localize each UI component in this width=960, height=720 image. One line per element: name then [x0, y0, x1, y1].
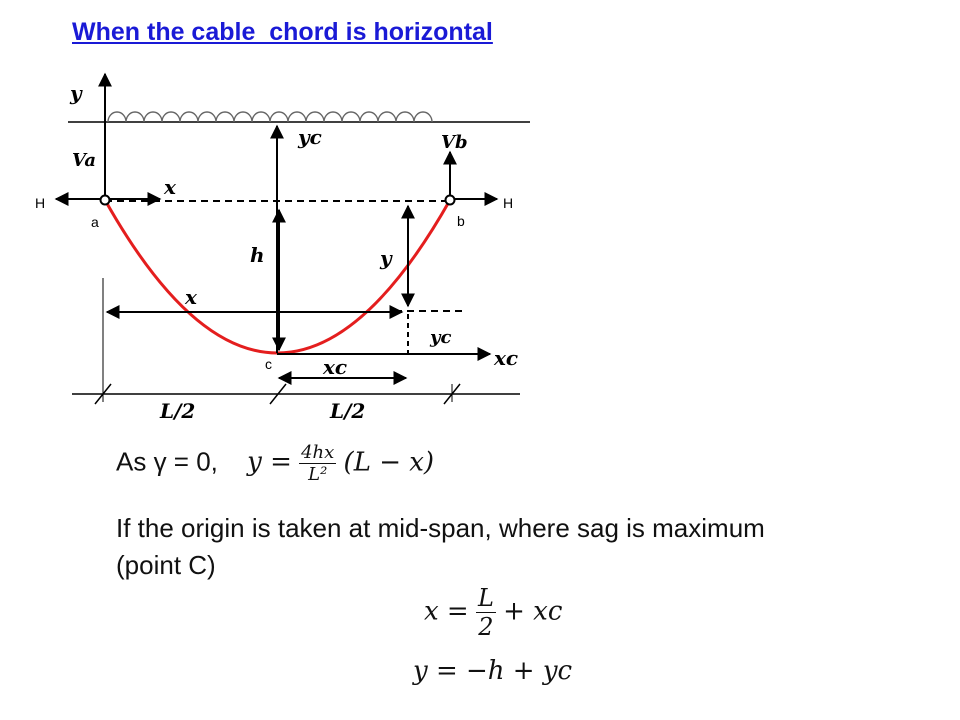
eq2-lhs: x =	[424, 596, 469, 627]
yc-top-label: yc	[298, 125, 322, 149]
eq1-denominator: L²	[308, 464, 328, 485]
point-c-label: c	[265, 356, 272, 372]
origin-note	[116, 510, 765, 584]
x-span-label: x	[185, 285, 197, 309]
page-title: When the cable chord is horizontal	[72, 18, 493, 46]
eq1-lhs: y =	[247, 447, 292, 478]
equation-3: y = −h + yc	[413, 656, 573, 686]
xc-dim-label: xc	[323, 355, 348, 379]
point-b-label: b	[457, 213, 465, 229]
origin-note-line-2: (point C)	[116, 550, 216, 580]
yc-small-label: yc	[430, 327, 452, 348]
eq1-fraction	[299, 442, 336, 485]
eq1-numerator: 4hx	[301, 442, 335, 463]
eq2-numerator: L	[477, 584, 494, 612]
vb-label: Vb	[441, 132, 468, 153]
spring-icon	[108, 112, 432, 122]
point-a-label: a	[91, 214, 99, 230]
eq2-denominator: 2	[478, 613, 494, 641]
h-left-label: H	[35, 195, 46, 211]
eq2-fraction	[476, 584, 496, 641]
eq2-rhs: + xc	[503, 596, 563, 627]
h-label: h	[250, 243, 265, 267]
y-axis-label: y	[70, 81, 82, 105]
origin-note-line-1: If the origin is taken at mid-span, where sag is maximum	[116, 513, 765, 543]
eq1-prefix: As γ = 0,	[116, 446, 218, 477]
y-mid-label: y	[380, 246, 392, 270]
support-a	[101, 196, 110, 205]
half-span-right-label: L/2	[330, 399, 366, 423]
xc-axis-label: xc	[494, 346, 519, 370]
va-label: Va	[72, 150, 96, 171]
equation-2	[424, 584, 562, 641]
h-right-label: H	[503, 195, 514, 211]
eq1-rhs: (L − x)	[343, 447, 435, 478]
equation-1	[116, 442, 434, 485]
x-small-label: x	[164, 175, 176, 199]
half-span-left-label: L/2	[160, 399, 196, 423]
support-b	[446, 196, 455, 205]
